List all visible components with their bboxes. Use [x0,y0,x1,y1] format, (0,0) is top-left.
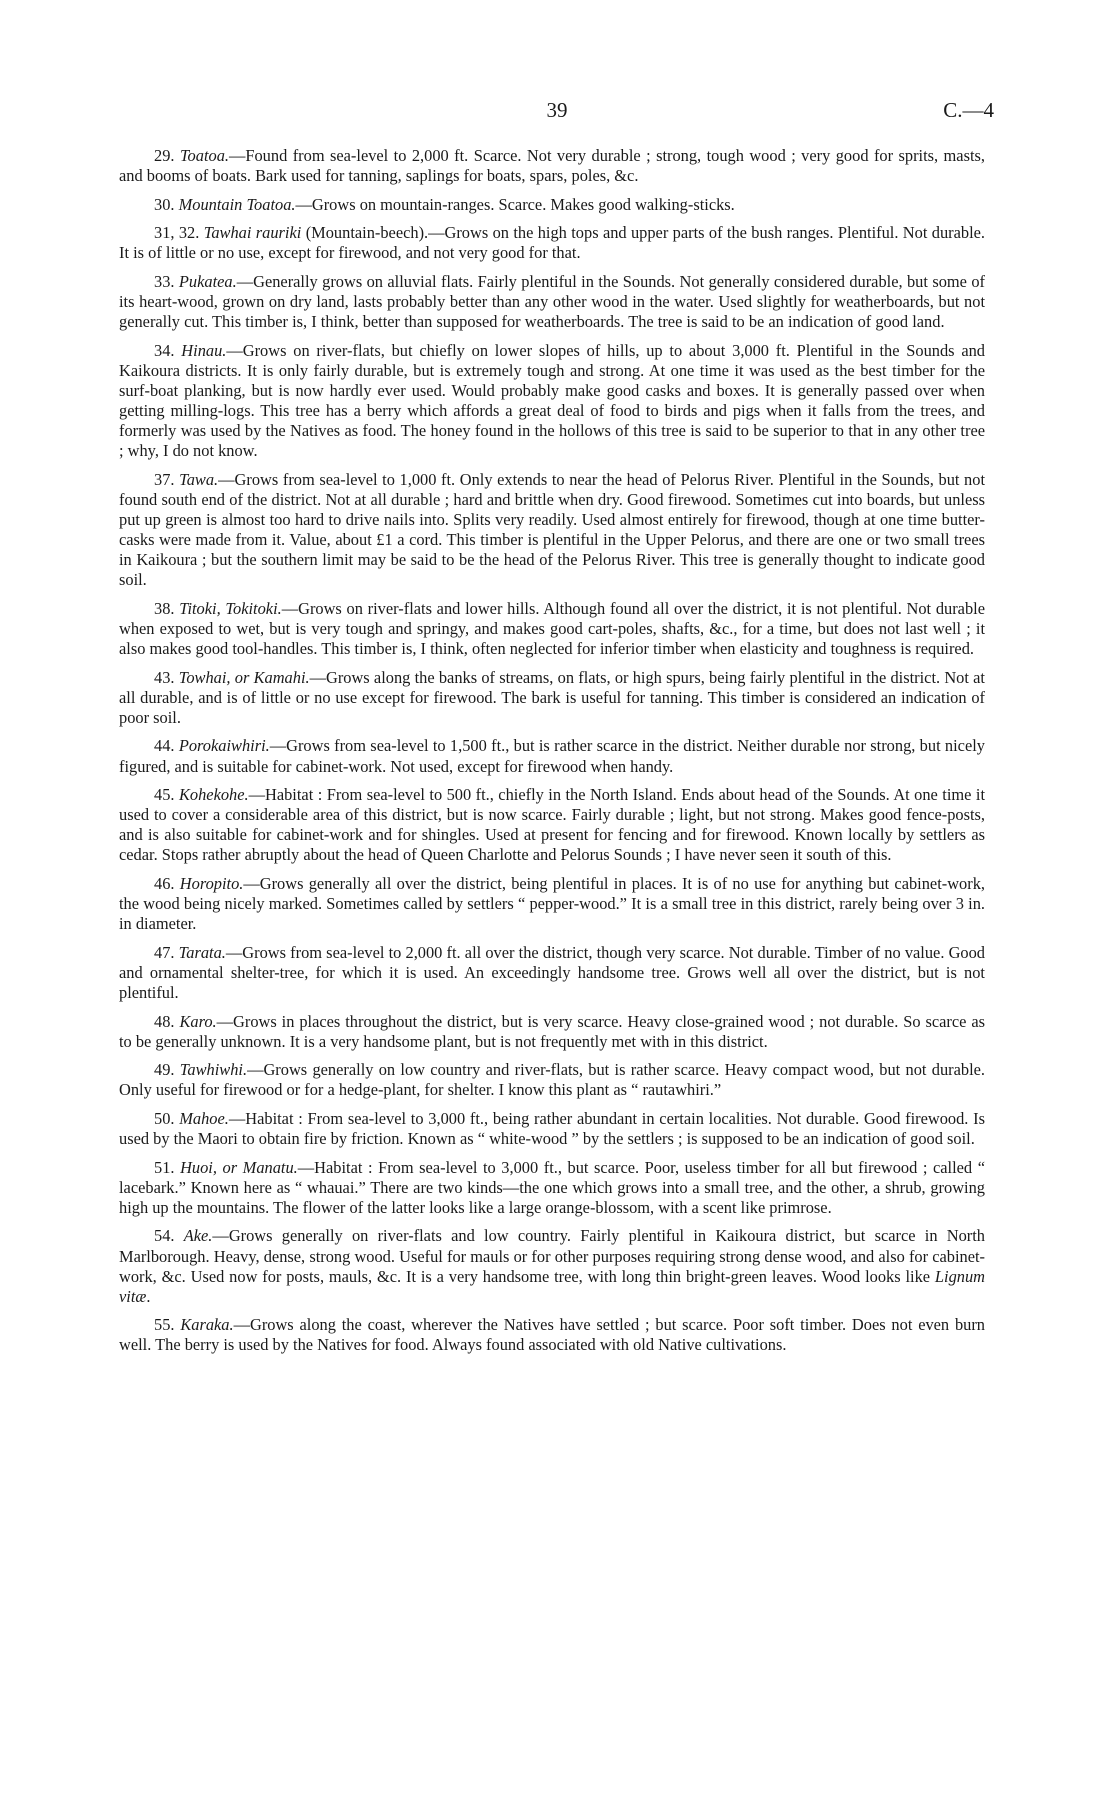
entry-number: 46. [154,874,175,893]
species-name: Karo. [179,1011,217,1031]
species-name: Tawhiwhi. [179,1060,248,1080]
entry-text: —Grows from sea-level to 2,000 ft. all over the district, though very scarce. Not durable. Timber of no value. Good and ornamental shelter-tree, for which it is used. An exceedingly handsome tree. Grows well all over the district, but is not plentiful. [119,942,985,1002]
species-name: Mountain Toatoa. [178,194,296,214]
species-name: Horopito. [179,874,244,893]
entry-45 [119,785,985,865]
entry-number: 30. [154,194,175,214]
entry-number: 31, 32. [154,223,200,243]
entry-number: 34. [154,340,175,360]
body-text [119,146,985,1364]
species-name: Towhai, or Kamahi. [178,667,310,687]
entry-text: —Grows from sea-level to 1,000 ft. Only extends to near the head of Pelorus River. Plentiful in the Sounds, but not found south end of the district. Not at all durable ; hard and brittle when dry. Good firewood. Sometimes cut into boards, but unless put up green is almost too hard to drive nails into. Splits very readily. Used almost entirely for firewood, though at one time butter-casks were made from it. Value, about £1 a cord. This timber is plentiful in the Upper Pelorus, and there are one or two small trees in Kaikoura ; but the southern limit may be said to be the head of the Pelorus River. This tree is generally thought to indicate good soil. [119,469,986,590]
entry-37 [119,470,985,591]
entry-number: 55. [154,1315,175,1335]
species-name: Titoki, Tokitoki. [179,598,282,618]
entry-text: —Grows generally on river-flats and low country. Fairly plentiful in Kaikoura district, but scarce in North Marlborough. Heavy, dense, strong wood. Useful for mauls or for other purposes requiring strong dense wood, and also for cabinet-work, &c. Used now for posts, mauls, &c. It is a very handsome tree, with long thin bright-green leaves. Wood looks like [119,1226,985,1286]
entry-text: —Generally grows on alluvial flats. Fairly plentiful in the Sounds. Not generally considered durable, but some of its heart-wood, grown on dry land, lasts probably better than any other wood in the water. Used slightly for weatherboards, but not generally cut. This timber is, I think, better than supposed for weatherboards. The tree is said to be an indication of good land. [119,271,985,332]
entry-number: 37. [154,469,175,489]
species-name: Huoi, or Manatu. [180,1157,298,1177]
document-reference: C.—4 [943,98,994,122]
entry-47 [119,943,985,1003]
entry-text: —Habitat : From sea-level to 500 ft., chiefly in the North Island. Ends about head of the Sounds. At one time it used to cover a considerable area of this district, but is now scarce. Fairly durable ; light, but not strong. Makes good fence-posts, and is also suitable for cabinet-work and for shingles. Used at present for fencing and for firewood. Known locally by settlers as cedar. Stops rather abruptly about the head of Queen Charlotte and Pelorus Sounds ; I have never seen it south of this. [119,785,985,865]
entry-50 [119,1109,985,1149]
species-name: Porokaiwhiri. [178,736,270,756]
entry-text: —Grows on river-flats, but chiefly on lower slopes of hills, up to about 3,000 ft. Plentiful in the Sounds and Kaikoura districts. It is only fairly durable, but is extremely tough and strong. At one time it was used as the best timber for the surf-boat planking, but is now hardly ever used. Would probably make good casks and boxes. It is generally passed over when getting milling-logs. This tree has a berry which affords a great deal of food to birds and pigs when it falls from the trees, and formerly was used by the Natives as food. The honey found in the hollows of this tree is said to be superior to that in any other tree ; why, I do not know. [119,340,985,461]
entry-number: 48. [154,1011,175,1031]
entry-text: —Grows on river-flats and lower hills. Although found all over the district, it is not plentiful. Not durable when exposed to wet, but is very tough and springy, and makes good cart-poles, shafts, &c., for a time, but does not last well ; it also makes good tool-handles. This timber is, I think, often neglected for inferior timber when elasticity and toughness is required. [119,598,985,659]
entry-number: 47. [154,942,175,962]
entry-34 [119,341,985,462]
entry-number: 29. [154,146,175,165]
species-name: Tarata. [178,942,226,962]
entry-text: —Grows in places throughout the district, but is very scarce. Heavy close-grained wood ; not durable. So scarce as to be generally unknown. It is a very handsome plant, but is not frequently met with in this district. [119,1011,985,1051]
entry-number: 33. [154,271,175,291]
entry-text: —Found from sea-level to 2,000 ft. Scarce. Not very durable ; strong, tough wood ; very good for sprits, masts, and booms of boats. Bark used for tanning, saplings for boats, spars, poles, &c. [119,146,985,186]
entry-number: 38. [154,598,175,618]
entry-number: 49. [154,1060,175,1080]
entry-text: (Mountain-beech).—Grows on the high tops and upper parts of the bush ranges. Plentiful. Not durable. It is of little or no use, except for firewood, and not very good for that. [119,223,986,263]
entry-54 [119,1226,985,1306]
entry-49 [119,1060,985,1100]
entry-number: 51. [154,1157,175,1177]
entry-text: —Grows generally on low country and river-flats, but is rather scarce. Heavy compact wood, but not durable. Only useful for firewood or for a hedge-plant, for shelter. I know this plant as “ rautawhiri.” [119,1060,985,1100]
species-name: Tawhai rauriki [203,223,302,243]
species-name: Pukatea. [178,271,237,291]
entry-43 [119,668,985,728]
entry-text: —Grows generally all over the district, being plentiful in places. It is of no use for anything but cabinet-work, the wood being nicely marked. Sometimes called by settlers “ pepper-wood.” It is a small tree in this district, rarely being over 3 in. in diameter. [119,874,985,934]
entry-text: —Grows along the banks of streams, on flats, or high spurs, being fairly plentiful in the district. Not at all durable, and is of little or no use except for firewood. The bark is useful for tanning. This timber is considered an indication of poor soil. [119,667,985,727]
entry-text: —Grows on mountain-ranges. Scarce. Makes good walking-sticks. [295,194,735,214]
entry-48 [119,1012,985,1052]
entry-31-32 [119,223,985,263]
page-number: 39 [546,98,568,122]
entry-number: 45. [154,785,175,805]
entry-number: 44. [154,736,175,756]
entry-29 [119,146,985,186]
species-name: Hinau. [181,340,227,360]
entry-55 [119,1315,985,1355]
species-name: Kohekohe. [178,785,249,805]
entry-51 [119,1158,985,1218]
entry-text: —Grows along the coast, wherever the Natives have settled ; but scarce. Poor soft timber. Does not even burn well. The berry is used by the Natives for food. Always found associated with old Native cultivations. [119,1315,985,1355]
entry-44 [119,736,985,776]
entry-46 [119,874,985,934]
entry-number: 43. [154,667,175,687]
species-name: Mahoe. [179,1108,229,1128]
entry-text: —Habitat : From sea-level to 3,000 ft., being rather abundant in certain localities. Not durable. Good firewood. Is used by the Maori to obtain fire by friction. Known as “ white-wood ” by the settlers ; is supposed to be an indication of good soil. [119,1108,985,1149]
entry-text-end: . [146,1286,151,1306]
entry-text-italic: Lignum vitæ [119,1266,985,1306]
species-name: Tawa. [179,469,219,489]
entry-text: —Habitat : From sea-level to 3,000 ft., but scarce. Poor, useless timber for all but firewood ; called “ lacebark.” Known here as “ whauai.” There are two kinds—the one which grows into a small tree, and the other, a shrub, growing high up the mountains. The flower of the latter looks like a large orange-blossom, with a scent like primrose. [119,1157,985,1217]
entry-number: 50. [154,1108,175,1128]
entry-38 [119,599,985,659]
entry-33 [119,272,985,332]
species-name: Toatoa. [179,146,229,165]
entry-text: —Grows from sea-level to 1,500 ft., but is rather scarce in the district. Neither durable nor strong, but nicely figured, and is suitable for cabinet-work. Not used, except for firewood when handy. [119,736,985,776]
entry-30 [119,195,985,215]
entry-number: 54. [154,1226,175,1246]
species-name: Ake. [183,1226,213,1246]
species-name: Karaka. [180,1315,234,1335]
